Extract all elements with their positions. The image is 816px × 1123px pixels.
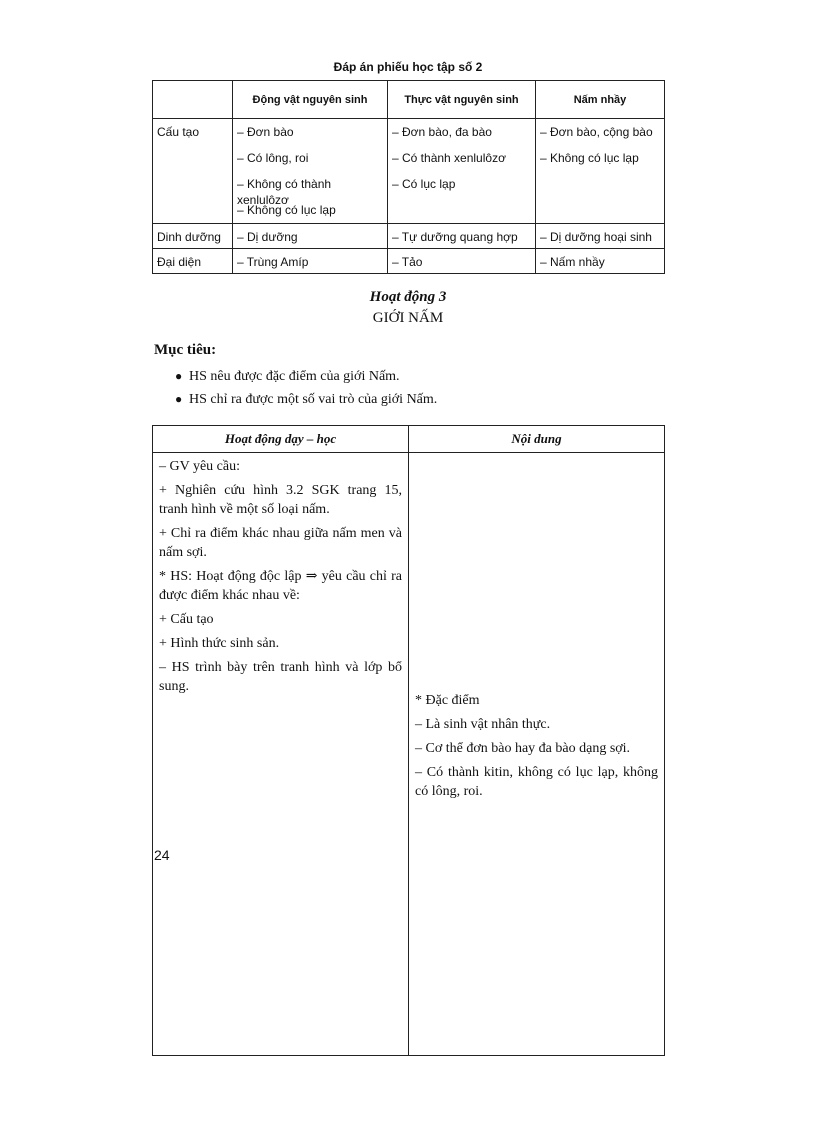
activity-table bbox=[152, 425, 665, 1056]
table-cell: – Tự dưỡng quang hợp bbox=[388, 224, 536, 249]
activity-subtitle: GIỚI NẤM bbox=[372, 310, 444, 326]
page-number: 24 bbox=[154, 847, 170, 863]
table-row bbox=[153, 119, 665, 224]
goals-heading: Mục tiêu: bbox=[154, 342, 217, 358]
table-row bbox=[153, 224, 665, 249]
header-cell-empty bbox=[153, 81, 233, 119]
table-cell: – Tảo bbox=[388, 249, 536, 274]
table-cell: – Trùng Amíp bbox=[233, 249, 388, 274]
table-cell: – Đơn bào – Có lông, roi – Không có thành xenlulôzơ – Không có lục lạp bbox=[233, 119, 388, 224]
table-row bbox=[153, 249, 665, 274]
row-label: Cấu tạo bbox=[153, 119, 233, 224]
row-label: Đại diện bbox=[153, 249, 233, 274]
table-header-row bbox=[153, 426, 665, 453]
table-row bbox=[153, 453, 665, 1056]
table-cell: – Đơn bào, đa bào – Có thành xenlulôzơ – Có lục lạp bbox=[388, 119, 536, 224]
activity-cell: – GV yêu cầu: + Nghiên cứu hình 3.2 SGK trang 15, tranh hình về một số loại nấm. + Chỉ ra điểm khác nhau giữa nấm men và nấm sợi. * HS: Hoạt động độc lập ⇒ yêu cầu chỉ ra được điểm khác nhau về: + Cấu tạo + Hình thức sinh sản. – HS trình bày trên tranh hình và lớp bổ sung. bbox=[153, 453, 409, 1056]
activity-title: Hoạt động 3 bbox=[369, 289, 447, 305]
header-cell-protophyta: Thực vật nguyên sinh bbox=[388, 81, 536, 119]
header-content: Nội dung bbox=[409, 426, 665, 453]
header-teaching-activity: Hoạt động dạy – học bbox=[153, 426, 409, 453]
bullet-icon: ● bbox=[175, 369, 183, 383]
list-item: ● HS chỉ ra được một số vai trò của giới Nấm. bbox=[175, 389, 437, 412]
table-cell: – Dị dưỡng hoại sinh bbox=[536, 224, 665, 249]
bullet-icon: ● bbox=[175, 392, 183, 406]
row-label: Dinh dưỡng bbox=[153, 224, 233, 249]
header-cell-slime-mold: Nấm nhầy bbox=[536, 81, 665, 119]
table1-title: Đáp án phiếu học tập số 2 bbox=[333, 60, 483, 74]
content-cell: * Đặc điểm – Là sinh vật nhân thực. – Cơ thể đơn bào hay đa bào dạng sợi. – Có thành kitin, không có lục lạp, không có lông, roi. bbox=[409, 453, 665, 1056]
table-cell: – Đơn bào, cộng bào – Không có lục lạp bbox=[536, 119, 665, 224]
answer-table bbox=[152, 80, 665, 274]
table-cell: – Nấm nhầy bbox=[536, 249, 665, 274]
goals-list bbox=[175, 366, 437, 412]
table-header-row bbox=[153, 81, 665, 119]
list-item: ● HS nêu được đặc điểm của giới Nấm. bbox=[175, 366, 437, 389]
table-cell: – Dị dưỡng bbox=[233, 224, 388, 249]
header-cell-protozoa: Động vật nguyên sinh bbox=[233, 81, 388, 119]
